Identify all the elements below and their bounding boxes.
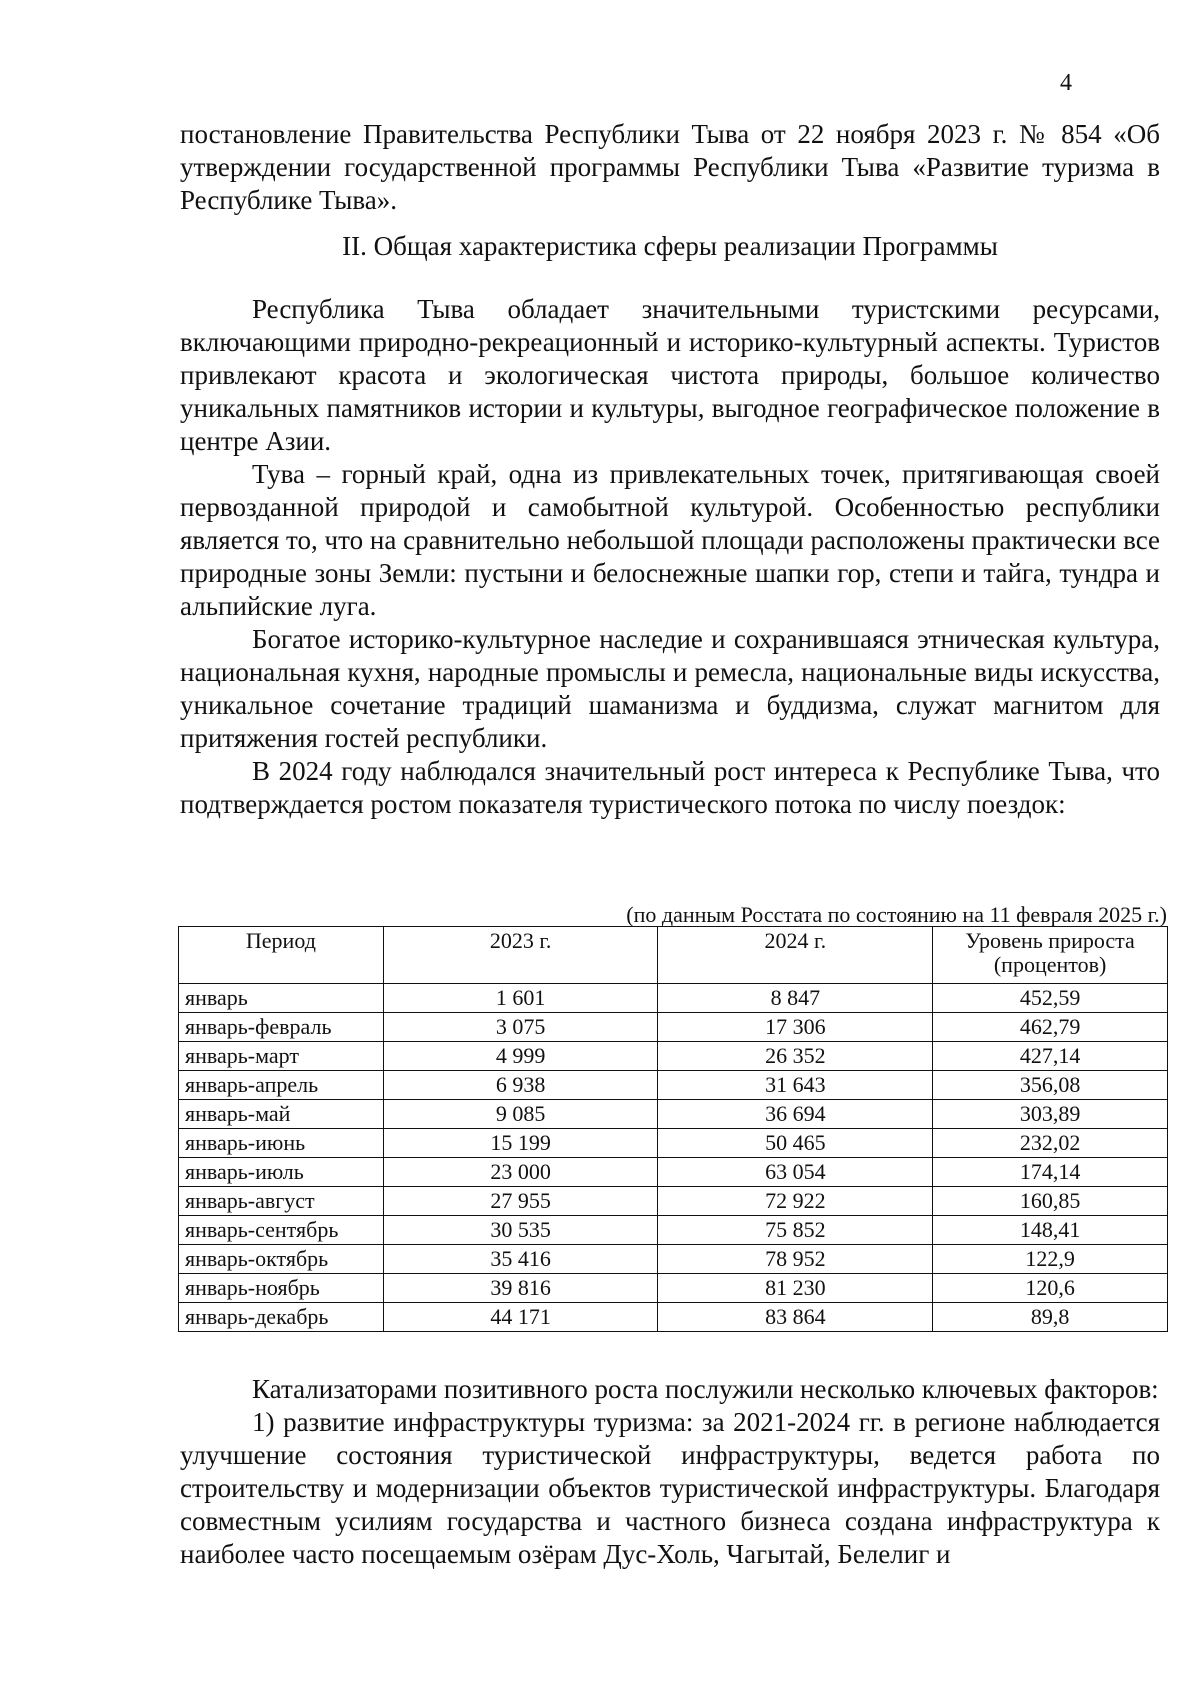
cell-period: январь-декабрь: [179, 1303, 384, 1332]
table-row: [179, 1042, 1168, 1071]
cell-2024: 83 864: [658, 1303, 933, 1332]
paragraph-1: Республика Тыва обладает значительными туристскими ресурсами, включающими природно-рекреационный и историко-культурный аспекты. Туристов привлекают красота и экологическая чистота природы, большое количество уникальных памятников истории и культуры, выгодное географическое положение в центре Азии.: [180, 294, 1160, 456]
paragraph-2: Тува – горный край, одна из привлекательных точек, притягивающая своей первозданной природой и самобытной культурой. Особенностью республики является то, что на сравнительно небольшой площади расположены практически все природные зоны Земли: пустыни и белоснежные шапки гор, степи и тайга, тундра и альпийские луга.: [180, 459, 1160, 621]
table-header-row: [179, 927, 1168, 984]
cell-2024: 63 054: [658, 1158, 933, 1187]
table-row: [179, 1100, 1168, 1129]
table-row: [179, 1013, 1168, 1042]
table-row: [179, 1245, 1168, 1274]
header-2024: 2024 г.: [658, 927, 933, 984]
table-row: [179, 1216, 1168, 1245]
cell-growth: 122,9: [933, 1245, 1168, 1274]
table-row: [179, 1071, 1168, 1100]
cell-2023: 3 075: [383, 1013, 658, 1042]
page-number: 4: [1060, 70, 1072, 96]
cell-2023: 1 601: [383, 984, 658, 1013]
paragraph-infrastructure: 1) развитие инфраструктуры туризма: за 2021-2024 гг. в регионе наблюдается улучшение состояния туристической инфраструктуры, ведется работа по строительству и модернизации объектов туристической инфраструктуры. Благодаря совместным усилиям государства и частного бизнеса создана инфраструктура к наиболее часто посещаемым озёрам Дус-Холь, Чагытай, Белелиг и: [180, 1407, 1160, 1569]
cell-2024: 72 922: [658, 1187, 933, 1216]
cell-2023: 30 535: [383, 1216, 658, 1245]
cell-period: январь-апрель: [179, 1071, 384, 1100]
paragraph-catalysts: Катализаторами позитивного роста послужили несколько ключевых факторов:: [252, 1374, 1159, 1404]
header-period: Период: [179, 927, 384, 984]
cell-2024: 8 847: [658, 984, 933, 1013]
header-growth: Уровень прироста (процентов): [933, 927, 1168, 984]
cell-period: январь-сентябрь: [179, 1216, 384, 1245]
cell-period: январь: [179, 984, 384, 1013]
table-row: [179, 984, 1168, 1013]
cell-period: январь-май: [179, 1100, 384, 1129]
cell-2023: 15 199: [383, 1129, 658, 1158]
cell-2024: 26 352: [658, 1042, 933, 1071]
after-table-paragraphs: [180, 1373, 1160, 1571]
table-row: [179, 1303, 1168, 1332]
cell-2024: 31 643: [658, 1071, 933, 1100]
cell-period: январь-август: [179, 1187, 384, 1216]
cell-growth: 148,41: [933, 1216, 1168, 1245]
paragraph-4: В 2024 году наблюдался значительный рост интереса к Республике Тыва, что подтверждается ростом показателя туристического потока по числу поездок:: [180, 756, 1160, 819]
cell-period: январь-октябрь: [179, 1245, 384, 1274]
cell-period: январь-март: [179, 1042, 384, 1071]
body-paragraphs: [180, 293, 1160, 821]
cell-period: январь-ноябрь: [179, 1274, 384, 1303]
cell-2024: 50 465: [658, 1129, 933, 1158]
cell-growth: 303,89: [933, 1100, 1168, 1129]
table-row: [179, 1274, 1168, 1303]
cell-period: январь-июль: [179, 1158, 384, 1187]
cell-2023: 23 000: [383, 1158, 658, 1187]
cell-2024: 78 952: [658, 1245, 933, 1274]
cell-growth: 356,08: [933, 1071, 1168, 1100]
table-source-note: (по данным Росстата по состоянию на 11 февраля 2025 г.): [626, 902, 1167, 927]
cell-2023: 27 955: [383, 1187, 658, 1216]
cell-2023: 4 999: [383, 1042, 658, 1071]
intro-paragraph: [180, 118, 1160, 217]
cell-period: январь-июнь: [179, 1129, 384, 1158]
cell-growth: 89,8: [933, 1303, 1168, 1332]
tourist-flow-table: [178, 926, 1168, 1332]
section-title: II. Общая характеристика сферы реализации Программы: [342, 231, 998, 261]
cell-2023: 6 938: [383, 1071, 658, 1100]
intro-text: постановление Правительства Республики Тыва от 22 ноября 2023 г. № 854 «Об утверждении государственной программы Республики Тыва «Развитие туризма в Республике Тыва».: [180, 119, 1160, 215]
table-row: [179, 1129, 1168, 1158]
cell-2024: 17 306: [658, 1013, 933, 1042]
cell-2023: 44 171: [383, 1303, 658, 1332]
cell-2023: 9 085: [383, 1100, 658, 1129]
cell-growth: 452,59: [933, 984, 1168, 1013]
table-row: [179, 1187, 1168, 1216]
cell-growth: 160,85: [933, 1187, 1168, 1216]
cell-growth: 462,79: [933, 1013, 1168, 1042]
cell-2024: 81 230: [658, 1274, 933, 1303]
cell-2023: 39 816: [383, 1274, 658, 1303]
cell-growth: 174,14: [933, 1158, 1168, 1187]
cell-growth: 427,14: [933, 1042, 1168, 1071]
cell-2023: 35 416: [383, 1245, 658, 1274]
cell-period: январь-февраль: [179, 1013, 384, 1042]
cell-2024: 36 694: [658, 1100, 933, 1129]
cell-2024: 75 852: [658, 1216, 933, 1245]
paragraph-3: Богатое историко-культурное наследие и сохранившаяся этническая культура, национальная кухня, народные промыслы и ремесла, национальные виды искусства, уникальное сочетание традиций шаманизма и буддизма, служат магнитом для притяжения гостей республики.: [180, 624, 1160, 753]
header-2023: 2023 г.: [383, 927, 658, 984]
table-row: [179, 1158, 1168, 1187]
cell-growth: 232,02: [933, 1129, 1168, 1158]
cell-growth: 120,6: [933, 1274, 1168, 1303]
